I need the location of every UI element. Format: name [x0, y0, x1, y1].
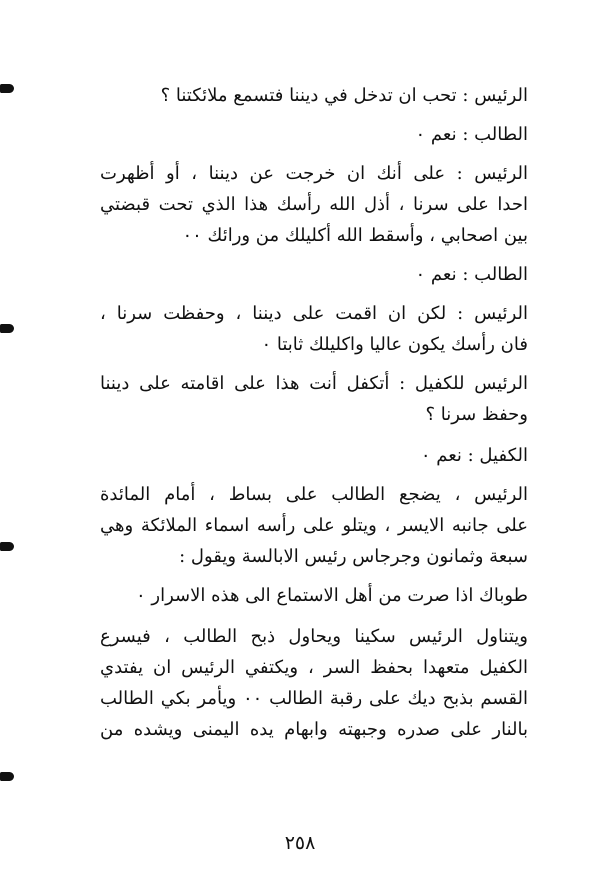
text-line: ويتناول الرئيس سكينا ويحاول ذبح الطالب ، فيسرع [100, 626, 528, 647]
text-line: وحفظ سرنا ؟ [425, 404, 528, 425]
text-line: طوباك اذا صرت من أهل الاستماع الى هذه الاسرار ٠ [135, 585, 528, 606]
narrative-paragraph [100, 479, 528, 572]
text-line: القسم بذبح ديك على رقبة الطالب ٠٠ ويأمر بكي الطالب [100, 688, 528, 709]
text-line: الطالب : نعم ٠ [415, 264, 528, 285]
text-line: احدا على سرنا ، أذل الله رأسك هذا الذي تحت قبضتي [100, 194, 528, 215]
text-line: الرئيس ، يضجع الطالب على بساط ، أمام المائدة [100, 484, 528, 505]
text-line: الرئيس : تحب ان تدخل في ديننا فتسمع ملائكتنا ؟ [160, 85, 528, 106]
text-line: فان رأسك يكون عاليا واكليلك ثابتا ٠ [261, 334, 528, 355]
dialogue-line [100, 298, 528, 360]
recited-phrase [100, 580, 528, 611]
text-line: الرئيس : على أنك ان خرجت عن ديننا ، أو أظهرت [100, 163, 528, 184]
scan-margin-mark [0, 772, 14, 781]
text-line: الكفيل : نعم ٠ [420, 445, 528, 466]
dialogue-line [100, 80, 528, 111]
text-line: سبعة وثمانون وجرجاس رئيس الابالسة ويقول : [179, 546, 528, 567]
dialogue-line [100, 440, 528, 471]
text-line: الطالب : نعم ٠ [415, 124, 528, 145]
text-line: الرئيس : لكن ان اقمت على ديننا ، وحفظت سرنا ، [100, 303, 528, 324]
narrative-paragraph [100, 621, 528, 745]
page-number: ٢٥٨ [284, 832, 316, 854]
text-line: بالنار على صدره وجبهته وابهام يده اليمنى ويشده من [100, 719, 528, 740]
dialogue-line [100, 158, 528, 251]
scan-margin-mark [0, 542, 14, 551]
dialogue-line [100, 259, 528, 290]
scan-margin-mark [0, 324, 14, 333]
page-body-text [100, 80, 528, 753]
dialogue-line [100, 368, 528, 430]
text-line: على جانبه الايسر ، ويتلو على رأسه اسماء الملائكة وهي [100, 515, 528, 536]
text-line: الرئيس للكفيل : أتكفل أنت هذا على اقامته على ديننا [100, 373, 528, 394]
text-line: الكفيل متعهدا بحفظ السر ، ويكتفي الرئيس ان يفتدي [100, 657, 528, 678]
text-line: بين اصحابي ، وأسقط الله أكليلك من ورائك ٠٠ [182, 225, 528, 246]
dialogue-line [100, 119, 528, 150]
scan-margin-mark [0, 84, 14, 93]
